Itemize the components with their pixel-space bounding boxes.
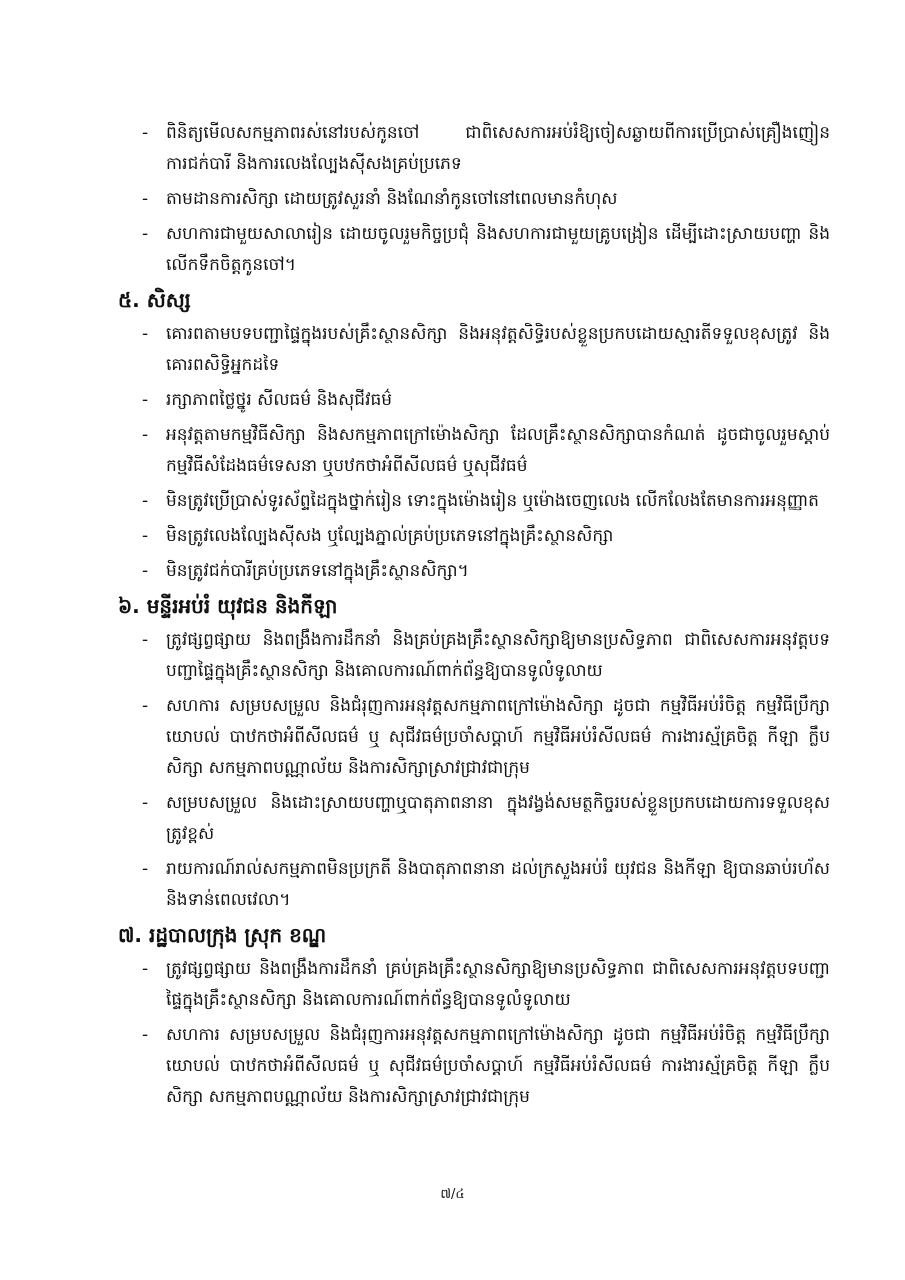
list-item-text: តាមដានការសិក្សា ដោយត្រូវសួរនាំ និងណែនាំកូនចៅនៅពេលមានកំហុស [166, 189, 618, 209]
list-item [118, 420, 830, 482]
bullet-dash: - [142, 1025, 149, 1045]
bullet-dash: - [142, 123, 149, 143]
list-item [118, 625, 830, 687]
list-item-text: មិនត្រូវលេងល្បែងស៊ីសង ឬល្បែងភ្នាល់គ្រប់ប្រភេទនៅក្នុងគ្រឹះស្ថានសិក្សា [166, 526, 614, 546]
list-item [118, 954, 830, 1016]
list-item-text: រក្សាភាពថ្លៃថ្នូរ សីលធម៌ និងសុជីវធម៌ [166, 390, 393, 410]
page-number: ៧/៤ [440, 1187, 465, 1202]
list-item-text: គោរពតាមបទបញ្ជាផ្ទៃក្នុងរបស់គ្រឹះស្ថានសិក្សា និងអនុវត្តសិទ្ធិរបស់ខ្លួនប្រកបដោយស្មារតីទទួលខុសត្រូវ និងគោរពសិទ្ធិអ្នកដទៃ [166, 324, 830, 375]
list-item-text: សហការ សម្របសម្រួល និងជំរុញការអនុវត្តសកម្មភាពក្រៅម៉ោងសិក្សា ដូចជា កម្មវិធីអប់រំចិត្ត កម្មវិធីប្រឹក្សាយោបល់ បាឋកថាអំពីសីលធម៌ ឬ សុជីវធម៌ប្រចាំសប្តាហ៍ កម្មវិធីអប់រំសីលធម៌ ការងារស្ម័គ្រចិត្ត កីឡា ក្លឹបសិក្សា សកម្មភាពបណ្ណាល័យ និងការសិក្សាស្រាវជ្រាវជាក្រុម [166, 1025, 830, 1107]
bullet-dash: - [142, 390, 149, 410]
bullet-dash: - [142, 491, 149, 511]
bullet-dash: - [142, 425, 149, 445]
list-item [118, 521, 830, 552]
list-item [118, 486, 830, 517]
city-administration-bullet-list [118, 954, 830, 1113]
list-item-text: សម្របសម្រួល និងដោះស្រាយបញ្ហាឬបាតុភាពនានា ក្នុងវង្វង់សមត្ថកិច្ចរបស់ខ្លួនប្រកបដោយការទទួលខុសត្រូវខ្ពស់ [166, 793, 830, 844]
bullet-dash: - [142, 189, 149, 209]
education-department-bullet-list [118, 625, 830, 916]
bullet-dash: - [142, 696, 149, 716]
list-item-text: ត្រូវផ្សព្វផ្សាយ និងពង្រឹងការដឹកនាំ គ្រប់គ្រងគ្រឹះស្ថានសិក្សាឱ្យមានប្រសិទ្ធភាព ជាពិសេសការអនុវត្តបទបញ្ជាផ្ទៃក្នុងគ្រឹះស្ថានសិក្សា និងគោលការណ៍ពាក់ព័ន្ធឱ្យបានទូលំទូលាយ [166, 959, 830, 1010]
students-bullet-list [118, 319, 830, 587]
bullet-dash: - [142, 859, 149, 879]
bullet-dash: - [142, 526, 149, 546]
list-item [118, 854, 830, 916]
list-item-text: រាយការណ៍រាល់សកម្មភាពមិនប្រក្រតី និងបាតុភាពនានា ដល់ក្រសួងអប់រំ យុវជន និងកីឡា ឱ្យបានឆាប់រហ័ស និងទាន់ពេលវេលា។ [166, 859, 830, 910]
bullet-dash: - [142, 324, 149, 344]
list-item-text: មិនត្រូវប្រើប្រាស់ទូរស័ព្ទដៃក្នុងថ្នាក់រៀន ទោះក្នុងម៉ោងរៀន ឬម៉ោងចេញលេង លើកលែងតែមានការអនុញ្ញាត [166, 491, 819, 511]
bullet-dash: - [142, 561, 149, 581]
section-heading-city-administration: ៧. រដ្ឋបាលក្រុង ស្រុក ខណ្ឌ [118, 923, 327, 947]
list-item-text: សហការ សម្របសម្រួល និងជំរុញការអនុវត្តសកម្មភាពក្រៅម៉ោងសិក្សា ដូចជា កម្មវិធីអប់រំចិត្ត កម្មវិធីប្រឹក្សាយោបល់ បាឋកថាអំពីសីលធម៌ ឬ សុជីវធម៌ប្រចាំសប្តាហ៍ កម្មវិធីអប់រំសីលធម៌ ការងារស្ម័គ្រចិត្ត កីឡា ក្លឹបសិក្សា សកម្មភាពបណ្ណាល័យ និងការសិក្សាស្រាវជ្រាវជាក្រុម [166, 696, 830, 778]
list-item [118, 556, 830, 587]
bullet-dash: - [142, 793, 149, 813]
list-item-text: មិនត្រូវជក់បារីគ្រប់ប្រភេទនៅក្នុងគ្រឹះស្ថានសិក្សា។ [166, 561, 469, 581]
section-heading-education-department: ៦. មន្ទីរអប់រំ យុវជន និងកីឡា [118, 594, 338, 618]
list-item-text: អនុវត្តតាមកម្មវិធីសិក្សា និងសកម្មភាពក្រៅម៉ោងសិក្សា ដែលគ្រឹះស្ថានសិក្សាបានកំណត់ ដូចជាចូលរួមស្តាប់កម្មវិធីសំដែងធម៌ទេសនា ឬបឋកថាអំពីសីលធម៌ ឬសុជីវធម៌ [166, 425, 830, 476]
list-item [118, 319, 830, 381]
list-item-text: ត្រូវផ្សព្វផ្សាយ និងពង្រឹងការដឹកនាំ និងគ្រប់គ្រងគ្រឹះស្ថានសិក្សាឱ្យមានប្រសិទ្ធភាព ជាពិសេសការអនុវត្តបទបញ្ជាផ្ទៃក្នុងគ្រឹះស្ថានសិក្សា និងគោលការណ៍ពាក់ព័ន្ធឱ្យបានទូលំទូលាយ [166, 630, 830, 681]
list-item [118, 219, 830, 281]
list-item [118, 385, 830, 416]
list-item-text: ពិនិត្យមើលសកម្មភាពរស់នៅរបស់កូនចៅ ជាពិសេសការអប់រំឱ្យចៀសឆ្ងាយពីការប្រើប្រាស់គ្រឿងញៀន ការជក់បារី និងការលេងល្បែងស៊ីសងគ្រប់ប្រភេទ [166, 123, 830, 174]
page-content [118, 118, 830, 1117]
bullet-dash: - [142, 224, 149, 244]
list-item-text: សហការជាមួយសាលារៀន ដោយចូលរួមកិច្ចប្រជុំ និងសហការជាមួយគ្រូបង្រៀន ដើម្បីដោះស្រាយបញ្ហា និងលើកទឹកចិត្តកូនចៅ។ [166, 224, 830, 275]
list-item [118, 118, 830, 180]
section-heading-students: ៥. សិស្ស [118, 288, 191, 312]
list-item [118, 788, 830, 850]
bullet-dash: - [142, 959, 149, 979]
list-item [118, 184, 830, 215]
list-item [118, 691, 830, 784]
bullet-dash: - [142, 630, 149, 650]
list-item [118, 1020, 830, 1113]
intro-bullet-list [118, 118, 830, 281]
